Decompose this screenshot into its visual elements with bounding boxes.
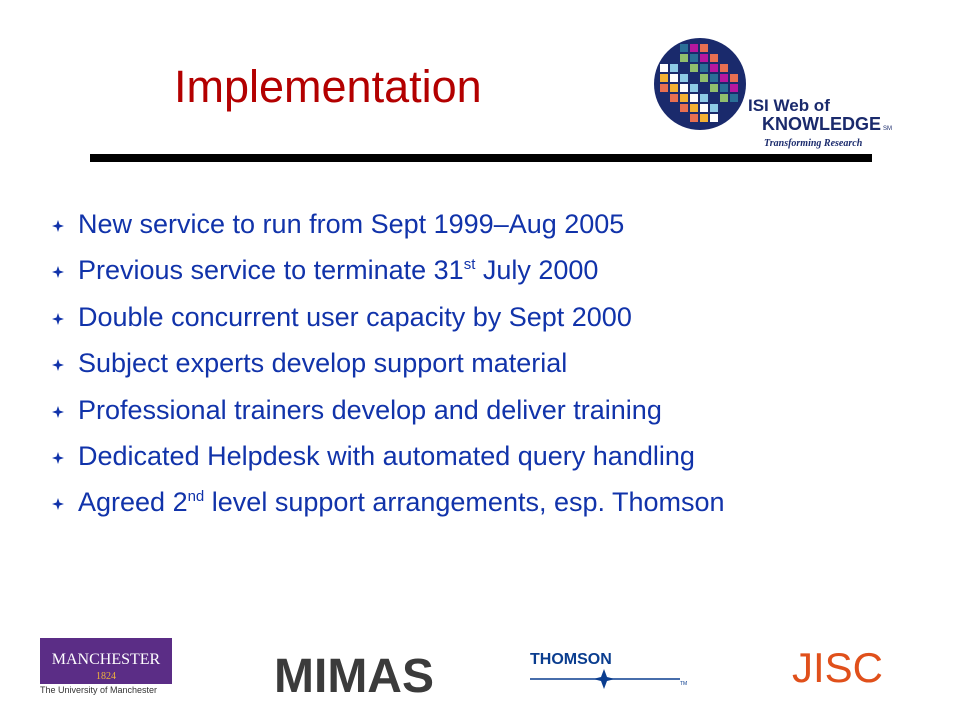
svg-text:KNOWLEDGE: KNOWLEDGE xyxy=(762,114,881,134)
globe-tile xyxy=(660,64,668,72)
globe-tile xyxy=(700,94,708,102)
globe-tile xyxy=(660,74,668,82)
ordinal-suffix: st xyxy=(463,256,476,274)
bullet-item xyxy=(52,301,725,333)
globe-tile xyxy=(730,84,738,92)
diamond-bullet-icon xyxy=(52,220,64,232)
svg-text:1824: 1824 xyxy=(96,671,116,682)
globe-tile xyxy=(710,104,718,112)
globe-tile xyxy=(690,104,698,112)
svg-text:JISC: JISC xyxy=(792,644,884,691)
diamond-bullet-icon xyxy=(52,266,64,278)
globe-icon xyxy=(654,38,746,130)
svg-text:THOMSON: THOMSON xyxy=(530,651,612,668)
isi-web-of-knowledge-logo xyxy=(652,14,912,154)
bullet-text: Dedicated Helpdesk with automated query handling xyxy=(78,440,695,471)
bullet-item xyxy=(52,254,725,286)
bullet-text: Double concurrent user capacity by Sept 2000 xyxy=(78,301,632,332)
globe-tile xyxy=(730,94,738,102)
globe-tile xyxy=(680,84,688,92)
globe-tile xyxy=(730,74,738,82)
globe-tile xyxy=(680,54,688,62)
globe-tile xyxy=(680,74,688,82)
svg-text:MANCHESTER: MANCHESTER xyxy=(51,651,161,668)
globe-tile xyxy=(690,94,698,102)
diamond-bullet-icon xyxy=(52,313,64,325)
mimas-logo xyxy=(274,650,434,703)
partner-logos-footer xyxy=(0,620,960,720)
globe-tile xyxy=(710,84,718,92)
globe-tile xyxy=(700,104,708,112)
globe-tile xyxy=(700,114,708,122)
globe-tile xyxy=(710,114,718,122)
bullet-text: Previous service to terminate 31 xyxy=(78,255,464,286)
globe-tile xyxy=(700,74,708,82)
globe-tile xyxy=(670,74,678,82)
globe-tile xyxy=(670,84,678,92)
globe-tile xyxy=(720,74,728,82)
globe-tile xyxy=(710,64,718,72)
globe-tile xyxy=(680,104,688,112)
bullet-text: Subject experts develop support material xyxy=(78,348,568,379)
globe-tile xyxy=(700,64,708,72)
globe-tile xyxy=(670,94,678,102)
jisc-logo xyxy=(792,644,883,691)
globe-tile xyxy=(710,74,718,82)
globe-tile xyxy=(720,64,728,72)
slide-title: Implementation xyxy=(174,61,482,112)
bullet-item xyxy=(52,440,725,472)
globe-tile xyxy=(720,84,728,92)
bullet-item xyxy=(52,486,725,518)
thomson-logo xyxy=(530,651,687,689)
bullet-item xyxy=(52,347,725,379)
bullet-text: Professional trainers develop and deliver training xyxy=(78,394,662,425)
diamond-bullet-icon xyxy=(52,452,64,464)
bullet-text: New service to run from Sept 1999–Aug 2005 xyxy=(78,209,625,239)
svg-text:The University of Manchester: The University of Manchester xyxy=(40,685,158,695)
title-divider xyxy=(90,154,872,162)
ordinal-suffix: nd xyxy=(187,488,205,506)
diamond-bullet-icon xyxy=(52,359,64,371)
svg-text:MIMAS: MIMAS xyxy=(274,650,434,703)
globe-tile xyxy=(690,84,698,92)
globe-tile xyxy=(690,64,698,72)
diamond-bullet-icon xyxy=(52,406,64,418)
bullet-item xyxy=(52,208,725,240)
globe-tile xyxy=(690,114,698,122)
diamond-bullet-icon xyxy=(52,498,64,510)
globe-tile xyxy=(660,84,668,92)
bullet-item xyxy=(52,394,725,426)
bullet-text-tail: level support arrangements, esp. Thomson xyxy=(204,487,725,518)
svg-text:Transforming Research: Transforming Research xyxy=(764,138,863,149)
globe-tile xyxy=(700,44,708,52)
svg-text:ISI Web of: ISI Web of xyxy=(748,96,830,115)
manchester-logo xyxy=(40,638,172,695)
globe-tile xyxy=(690,54,698,62)
bullet-text: Agreed 2 xyxy=(78,487,188,518)
globe-tile xyxy=(720,94,728,102)
bullet-text-tail: July 2000 xyxy=(475,255,599,286)
svg-text:SM: SM xyxy=(883,126,892,132)
globe-tile xyxy=(700,54,708,62)
svg-text:TM: TM xyxy=(680,681,688,687)
globe-tile xyxy=(680,44,688,52)
globe-tile xyxy=(680,94,688,102)
globe-tile xyxy=(670,64,678,72)
bullet-list xyxy=(52,208,725,519)
globe-tile xyxy=(690,44,698,52)
globe-tile xyxy=(710,54,718,62)
